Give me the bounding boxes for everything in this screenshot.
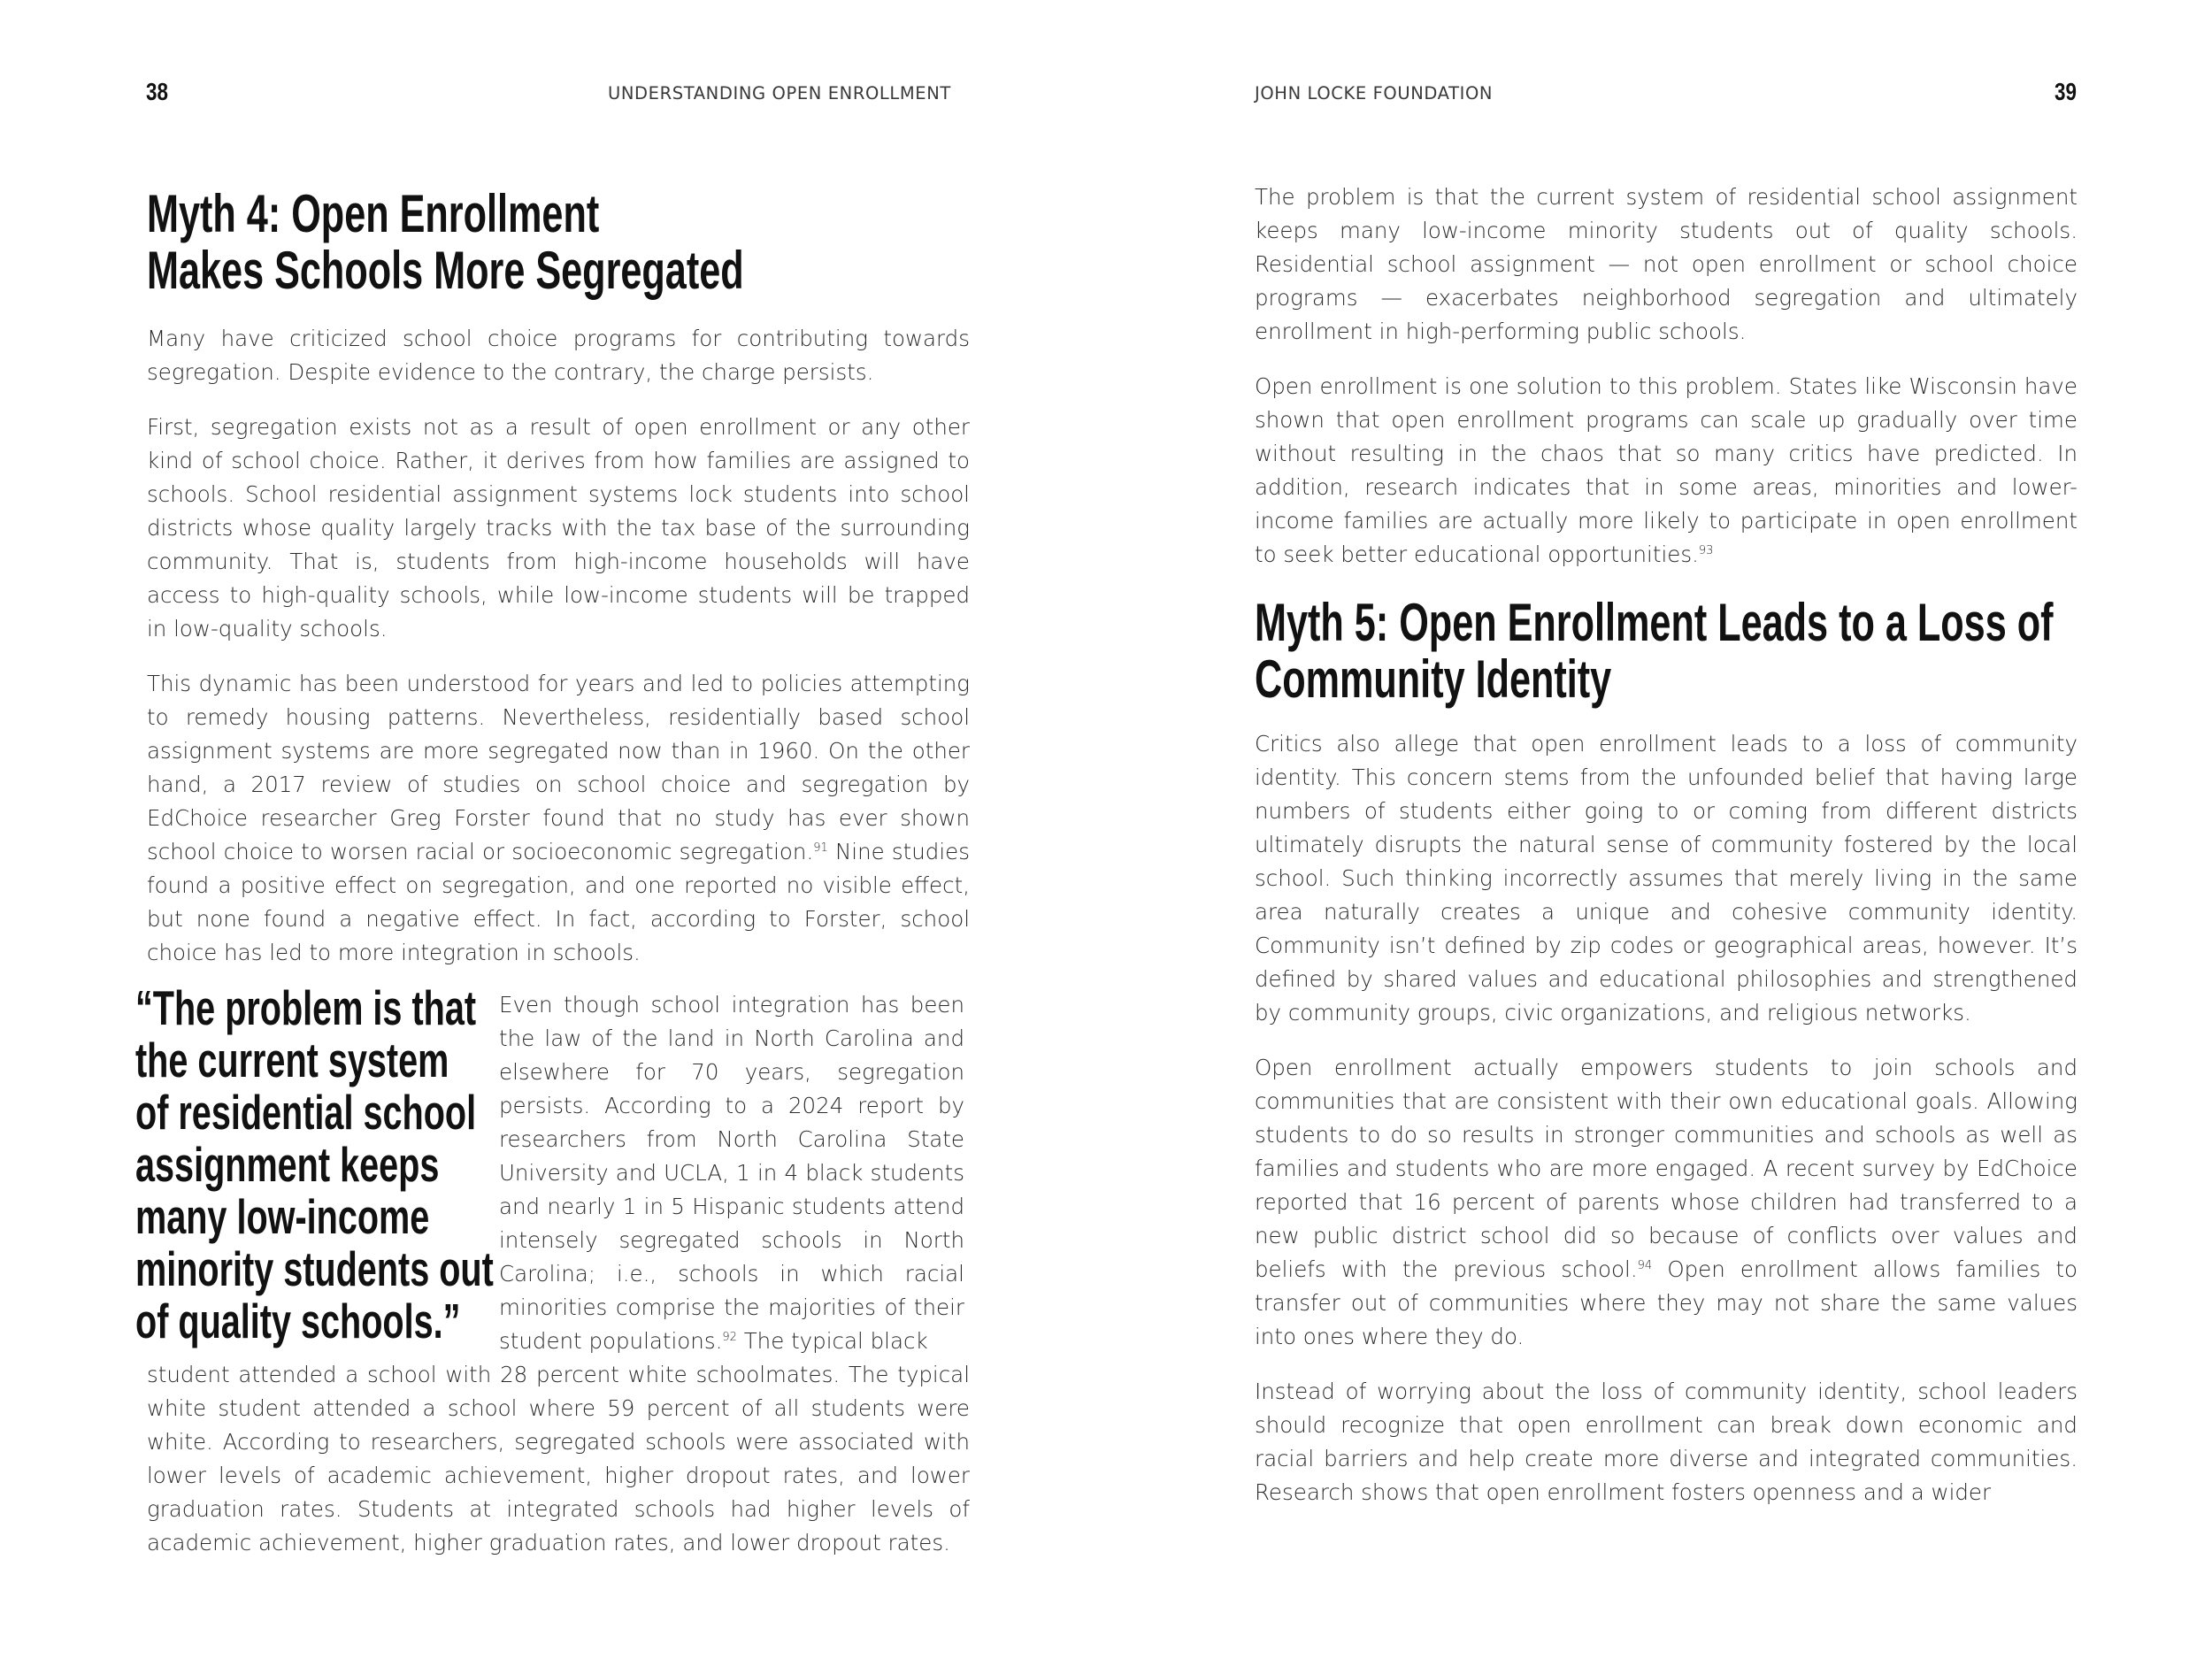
paragraph: Instead of worrying about the loss of community identity, school leaders should recognize that open enrollment can break down economic and racial barriers and help create more diverse and integrated communities. Research shows that open enrollment fosters openness and a wider xyxy=(1255,1379,2078,1505)
footnote-ref[interactable]: 91 xyxy=(813,841,828,855)
heading-line: Myth 5: Open Enrollment Leads to a Loss of xyxy=(1255,593,2054,652)
running-header-left: UNDERSTANDING OPEN ENROLLMENT xyxy=(608,83,951,104)
paragraph xyxy=(1255,1051,2078,1354)
pull-quote-line: minority students out xyxy=(135,1241,494,1296)
heading-line: Myth 4: Open Enrollment xyxy=(147,184,600,243)
paragraph-text: Nine studies found a positive effect on segregation, and one reported no visible effect, but none found a negative effect. In fact, according to Forster, school choice has led to more integration in schools. xyxy=(147,839,970,965)
paragraph: First, segregation exists not as a result of open enrollment or any other kind of school choice. Rather, it derives from how families are assigned to schools. School residential assignment systems lock students into school districts whose quality largely tracks with the tax base of the surrounding community. That is, students from high-income households will have access to high-quality schools, while low-income students will be trapped in low-quality schools. xyxy=(147,414,970,641)
heading-line: Community Identity xyxy=(1255,649,1612,709)
paragraph-text: This dynamic has been understood for years and led to policies attempting to remedy housing patterns. Nevertheless, residentially based school assignment systems are more segregated now than in 1960. On the other hand, a 2017 review of studies on school choice and segregation by EdChoice researcher Greg Forster found that no study has ever shown school choice to worsen racial or socioeconomic segregation. xyxy=(147,671,970,864)
pull-quote-line: assignment keeps xyxy=(135,1137,440,1192)
footnote-ref[interactable]: 93 xyxy=(1698,544,1714,557)
left-body-continuation xyxy=(147,1358,970,1581)
right-body-column-bottom xyxy=(1255,727,2078,1531)
page-number-right: 39 xyxy=(2055,78,2077,105)
right-body-column-top xyxy=(1255,180,2078,593)
paragraph: Many have criticized school choice programs for contributing towards segregation. Despite evidence to the contrary, the charge persists. xyxy=(147,326,970,385)
paragraph xyxy=(499,988,964,1358)
pull-quote-line: of residential school xyxy=(135,1085,477,1140)
paragraph-text: Open enrollment actually empowers students to join schools and communities that are consistent with their own educational goals. Allowing students to do so results in stronger communities and schools as well as families and students who are more engaged. A recent survey by EdChoice reported that 16 percent of parents whose children had transferred to a new public district school did so because of conflicts over values and beliefs with the previous school. xyxy=(1255,1055,2078,1282)
paragraph-text: Open enrollment is one solution to this problem. States like Wisconsin have shown that open enrollment programs can scale up gradually over time without resulting in the chaos that so many critics have predicted. In addition, research indicates that in some areas, minorities and lower-income families are actually more likely to participate in open enrollment to seek better educational opportunities. xyxy=(1255,373,2078,567)
footnote-ref[interactable]: 92 xyxy=(722,1331,737,1344)
left-body-column xyxy=(147,322,970,991)
running-header-right: JOHN LOCKE FOUNDATION xyxy=(1255,83,1494,104)
paragraph: Critics also allege that open enrollment leads to a loss of community identity. This concern stems from the unfounded belief that having large numbers of students either going to or coming from different districts ultimately disrupts the natural sense of community fostered by the local school. Such thinking incorrectly assumes that merely living in the same area naturally creates a unique and cohesive community identity. Community isn’t defined by zip codes or geographical areas, however. It’s defined by shared values and educational philosophies and strengthened by community groups, civic organizations, and religious networks. xyxy=(1255,731,2078,1025)
pull-quote-line: many low-income xyxy=(135,1189,430,1244)
heading-line: Makes Schools More Segregated xyxy=(147,241,744,300)
pull-quote-line: the current system xyxy=(135,1033,449,1087)
footnote-ref[interactable]: 94 xyxy=(1637,1259,1653,1272)
paragraph-text: Even though school integration has been the law of the land in North Carolina and elsewhere for 70 years, segregation persists. According to a 2024 report by researchers from North Carolina State University and UCLA, 1 in 4 black students and nearly 1 in 5 Hispanic students attend intensely segregated schools in North Carolina; i.e., schools in which racial minorities comprise the majorities of their student populations. xyxy=(499,992,964,1354)
left-heading-block xyxy=(147,186,970,299)
right-heading-block xyxy=(1255,595,2078,708)
pull-quote xyxy=(135,980,494,1348)
section-heading-myth-4 xyxy=(147,184,744,300)
page-number-left: 38 xyxy=(146,78,168,105)
wrapped-paragraph xyxy=(499,988,964,1358)
section-heading-myth-5 xyxy=(1255,593,2054,709)
paragraph-text: The typical black xyxy=(743,1328,928,1354)
pull-quote-line: of quality schools.” xyxy=(135,1294,461,1348)
paragraph xyxy=(147,667,970,970)
paragraph: student attended a school with 28 percent white schoolmates. The typical white student attended a school where 59 percent of all students were white. According to researchers, segregated schools were associated with lower levels of academic achievement, higher dropout rates, and lower graduation rates. Students at integrated schools had higher levels of academic achievement, higher graduation rates, and lower dropout rates. xyxy=(147,1362,970,1555)
paragraph-text: Open enrollment allows families to transfer out of communities where they may not share the same values into ones where they do. xyxy=(1255,1256,2078,1349)
paragraph: The problem is that the current system of residential school assignment keeps many low-income minority students out of quality schools. Residential school assignment — not open enrollment or school choice programs — exacerbates neighborhood segregation and ultimately enrollment in high-performing public schools. xyxy=(1255,184,2078,344)
pull-quote-line: “The problem is that xyxy=(135,980,477,1035)
paragraph xyxy=(1255,370,2078,572)
right-page xyxy=(1106,0,2212,1659)
